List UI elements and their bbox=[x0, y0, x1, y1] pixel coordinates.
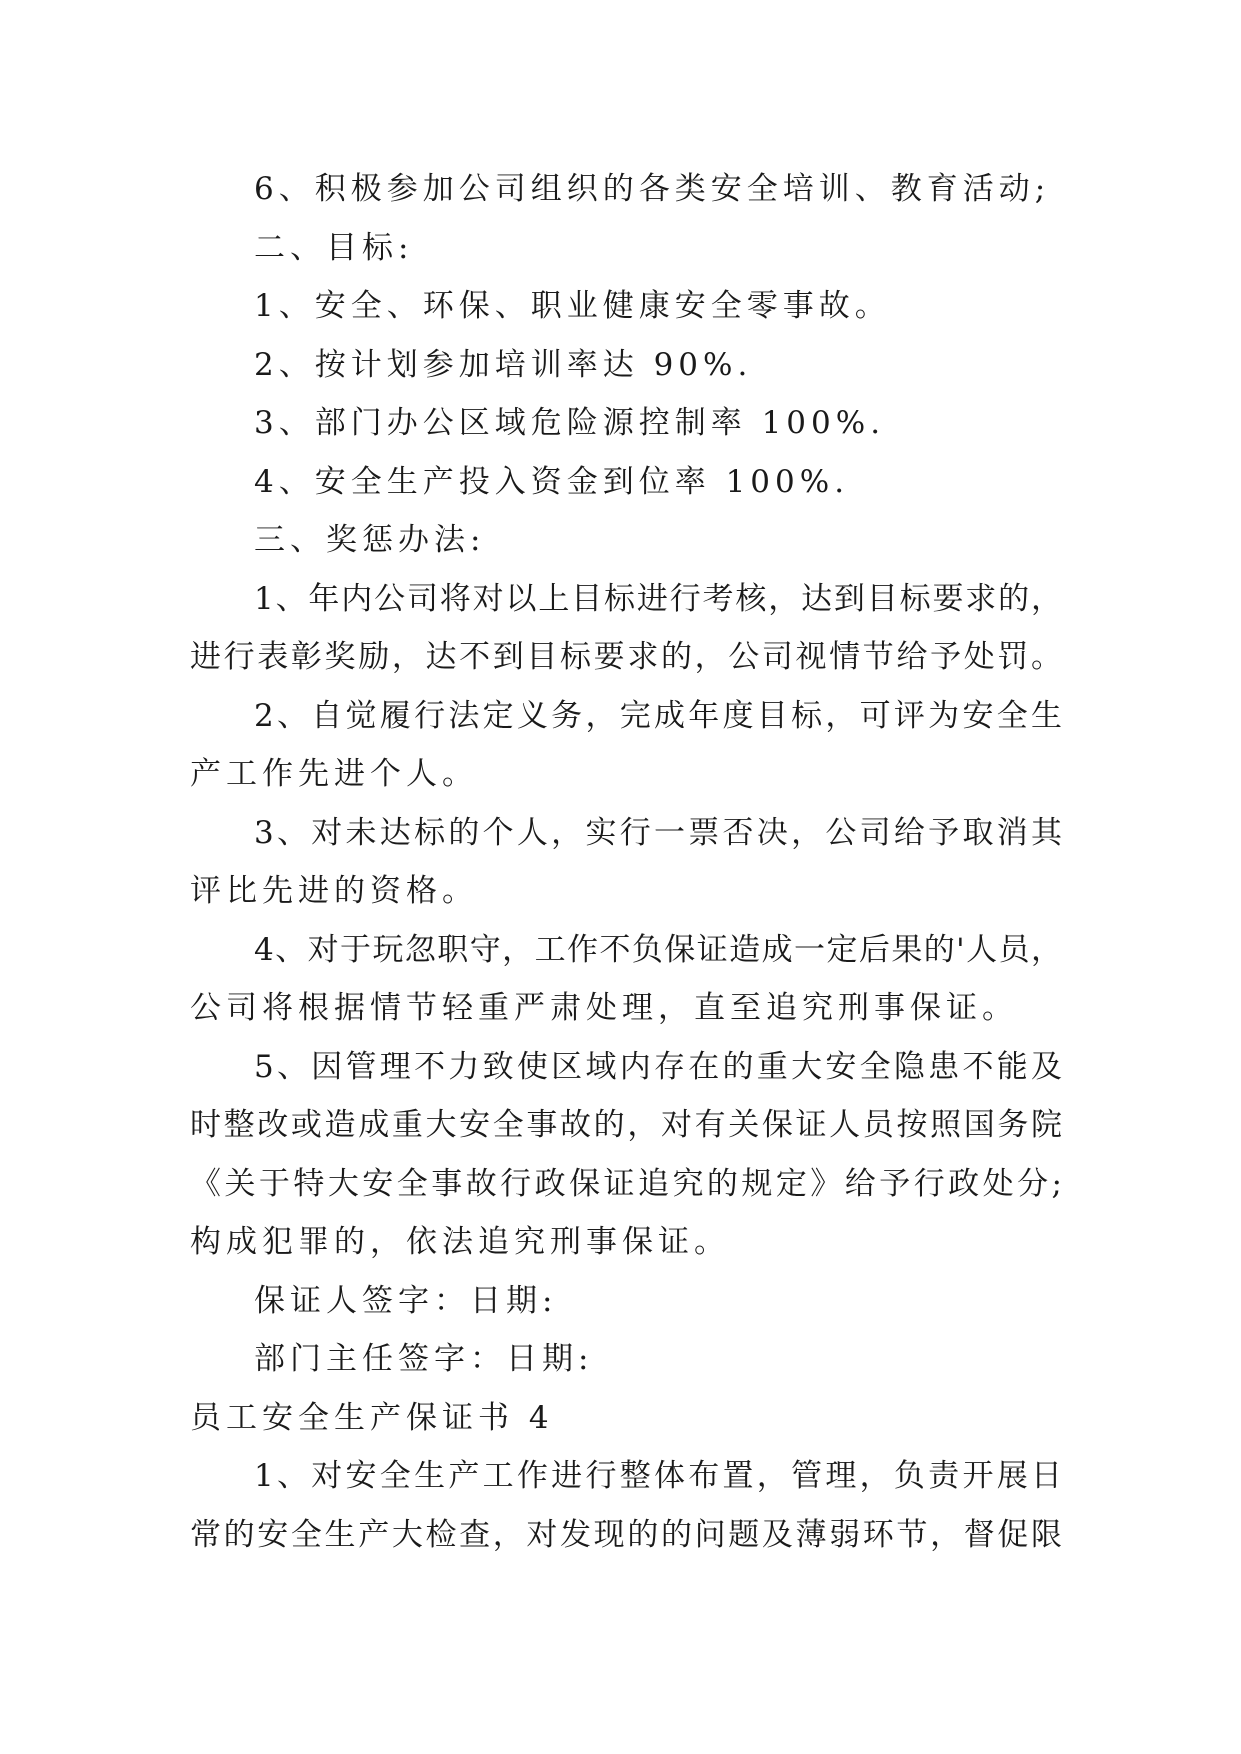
reward-item-1-line-1: 1、年内公司将对以上目标进行考核，达到目标要求的， bbox=[254, 580, 1062, 617]
pledge-item-1-line-2: 常的安全生产大检查，对发现的的问题及薄弱环节，督促限 bbox=[190, 1516, 1062, 1553]
document-body bbox=[190, 160, 1062, 1564]
section-heading-goals: 二、目标: bbox=[254, 229, 414, 266]
goal-item-2: 2、按计划参加培训率达 90%. bbox=[254, 346, 753, 383]
reward-item-2-line-1: 2、自觉履行法定义务，完成年度目标，可评为安全生 bbox=[254, 697, 1062, 734]
reward-item-4-line-1: 4、对于玩忽职守，工作不负保证造成一定后果的'人员， bbox=[254, 931, 1062, 968]
section-title-safety-pledge-4: 员工安全生产保证书 4 bbox=[190, 1399, 554, 1436]
list-item-training: 6、积极参加公司组织的各类安全培训、教育活动; bbox=[254, 171, 1051, 207]
department-head-signature-line: 部门主任签字：日期: bbox=[254, 1341, 594, 1377]
reward-item-2-line-2: 产工作先进个人。 bbox=[190, 756, 478, 792]
goal-item-1: 1、安全、环保、职业健康安全零事故。 bbox=[254, 288, 891, 324]
guarantor-signature-line: 保证人签字：日期: bbox=[254, 1282, 558, 1319]
pledge-item-1-line-1: 1、对安全生产工作进行整体布置，管理，负责开展日 bbox=[254, 1458, 1062, 1494]
reward-item-5-line-2: 时整改或造成重大安全事故的，对有关保证人员按照国务院 bbox=[190, 1107, 1062, 1143]
reward-item-5-line-1: 5、因管理不力致使区域内存在的重大安全隐患不能及 bbox=[254, 1048, 1062, 1085]
section-heading-rewards: 三、奖惩办法: bbox=[254, 522, 486, 558]
goal-item-4: 4、安全生产投入资金到位率 100%. bbox=[254, 463, 850, 500]
reward-item-5-line-4: 构成犯罪的，依法追究刑事保证。 bbox=[190, 1224, 730, 1260]
reward-item-3-line-1: 3、对未达标的个人，实行一票否决，公司给予取消其 bbox=[254, 814, 1062, 851]
reward-item-5-line-3: 《关于特大安全事故行政保证追究的规定》给予行政处分; bbox=[190, 1165, 1062, 1202]
reward-item-3-line-2: 评比先进的资格。 bbox=[190, 873, 478, 909]
reward-item-4-line-2: 公司将根据情节轻重严肃处理，直至追究刑事保证。 bbox=[190, 990, 1018, 1026]
reward-item-1-line-2: 进行表彰奖励，达不到目标要求的，公司视情节给予处罚。 bbox=[190, 639, 1062, 675]
goal-item-3: 3、部门办公区域危险源控制率 100%. bbox=[254, 405, 886, 441]
